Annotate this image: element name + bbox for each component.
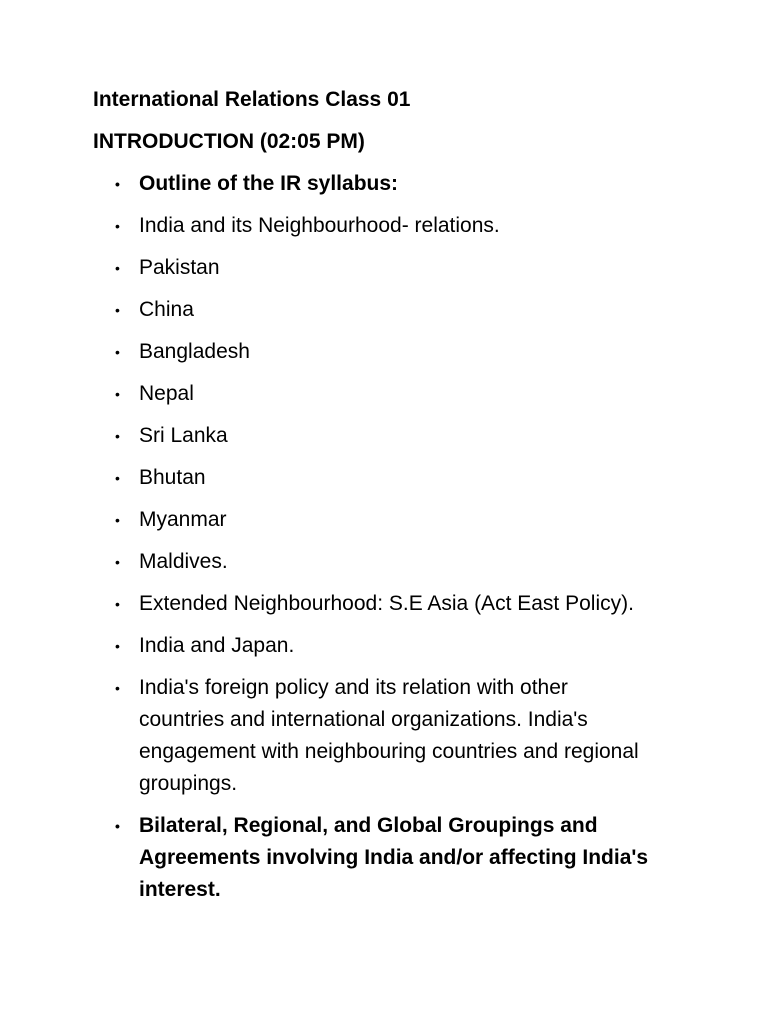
bullet-icon: •: [115, 638, 120, 654]
list-item: [93, 462, 653, 494]
list-item-text: Pakistan: [139, 256, 220, 279]
list-item: [93, 252, 653, 284]
bullet-icon: •: [115, 176, 120, 192]
bullet-icon: •: [115, 428, 120, 444]
section-heading: INTRODUCTION (02:05 PM): [93, 130, 365, 153]
list-item-text: Bangladesh: [139, 340, 250, 363]
list-item: [93, 630, 653, 662]
list-item: [93, 168, 653, 200]
list-item-text: China: [139, 298, 194, 321]
bullet-icon: •: [115, 512, 120, 528]
list-item-text: India and its Neighbourhood- relations.: [139, 214, 500, 237]
document-page: [93, 84, 653, 916]
syllabus-list: [93, 168, 653, 906]
bullet-icon: •: [115, 596, 120, 612]
list-item: [93, 378, 653, 410]
list-item-text: Myanmar: [139, 508, 227, 531]
bullet-icon: •: [115, 386, 120, 402]
list-item-text: Nepal: [139, 382, 194, 405]
bullet-icon: •: [115, 554, 120, 570]
list-item-text: Bhutan: [139, 466, 206, 489]
document-title: International Relations Class 01: [93, 88, 411, 111]
list-item-text: Maldives.: [139, 550, 228, 573]
list-item: [93, 672, 653, 800]
bullet-icon: •: [115, 470, 120, 486]
list-item-text: Bilateral, Regional, and Global Groupings and Agreements involving India and/or affecting India's interest.: [139, 814, 649, 901]
list-item-text: Extended Neighbourhood: S.E Asia (Act East Policy).: [139, 592, 634, 615]
list-item: [93, 294, 653, 326]
bullet-icon: •: [115, 218, 120, 234]
list-item-text: Sri Lanka: [139, 424, 228, 447]
bullet-icon: •: [115, 260, 120, 276]
bullet-icon: •: [115, 818, 120, 834]
list-item: [93, 336, 653, 368]
list-item-text: Outline of the IR syllabus:: [139, 172, 399, 195]
bullet-icon: •: [115, 680, 120, 696]
bullet-icon: •: [115, 302, 120, 318]
bullet-icon: •: [115, 344, 120, 360]
list-item: [93, 210, 653, 242]
list-item: [93, 420, 653, 452]
list-item-text: India's foreign policy and its relation with other countries and international organizations. India's engagement with neighbouring countries and regional groupings.: [139, 676, 639, 795]
list-item: [93, 504, 653, 536]
list-item: [93, 588, 653, 620]
list-item: [93, 546, 653, 578]
list-item-text: India and Japan.: [139, 634, 295, 657]
list-item: [93, 810, 653, 906]
